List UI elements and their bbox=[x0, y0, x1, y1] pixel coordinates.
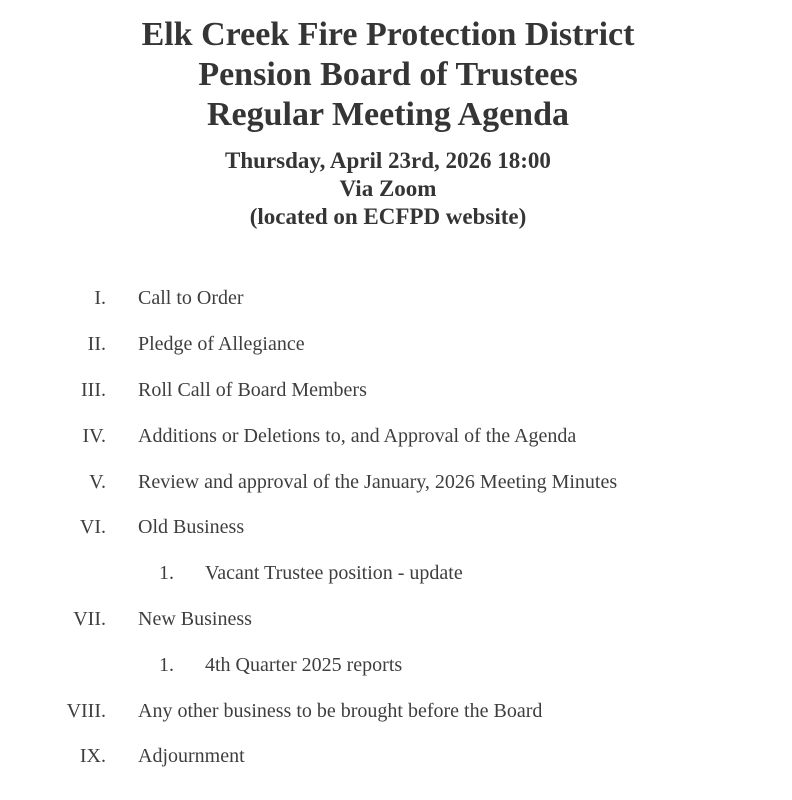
agenda-item-text: Review and approval of the January, 2026 Meeting Minutes bbox=[138, 471, 618, 493]
agenda-subitem-quarter-reports bbox=[0, 650, 792, 680]
agenda-item-pledge bbox=[0, 329, 792, 359]
agenda-subitem-number: 1. bbox=[159, 562, 174, 584]
agenda-item-numeral: VI. bbox=[79, 516, 106, 538]
agenda-item-numeral: IX. bbox=[79, 745, 106, 767]
meeting-location: Via Zoom bbox=[339, 176, 437, 201]
agenda-item-text: Additions or Deletions to, and Approval of the Agenda bbox=[138, 425, 577, 447]
meeting-datetime: Thursday, April 23rd, 2026 18:00 bbox=[225, 148, 551, 173]
meeting-location-note: (located on ECFPD website) bbox=[249, 204, 527, 229]
agenda-item-text: Old Business bbox=[138, 516, 245, 538]
agenda-item-text: New Business bbox=[138, 608, 252, 630]
title-meeting-type: Regular Meeting Agenda bbox=[206, 96, 569, 133]
agenda-item-numeral: VIII. bbox=[66, 700, 106, 722]
agenda-subitem-vacant-trustee bbox=[0, 558, 792, 588]
agenda-item-old-business bbox=[0, 512, 792, 542]
agenda-item-numeral: V. bbox=[89, 471, 106, 493]
agenda-item-numeral: II. bbox=[87, 333, 106, 355]
agenda-item-new-business bbox=[0, 604, 792, 634]
agenda-item-approval-of-agenda bbox=[0, 421, 792, 451]
agenda-subitem-number: 1. bbox=[159, 654, 174, 676]
title-board: Pension Board of Trustees bbox=[198, 56, 578, 93]
agenda-item-text: Adjournment bbox=[138, 745, 245, 767]
agenda-item-numeral: I. bbox=[94, 287, 106, 309]
agenda-item-numeral: VII. bbox=[73, 608, 106, 630]
agenda-subitem-text: Vacant Trustee position - update bbox=[205, 562, 463, 584]
agenda-item-roll-call bbox=[0, 375, 792, 405]
agenda-item-other-business bbox=[0, 696, 792, 726]
agenda-item-adjournment bbox=[0, 741, 792, 771]
agenda-item-call-to-order bbox=[0, 283, 792, 313]
agenda-subitem-text: 4th Quarter 2025 reports bbox=[205, 654, 403, 676]
agenda-item-review-minutes bbox=[0, 467, 792, 497]
agenda-item-text: Roll Call of Board Members bbox=[138, 379, 367, 401]
agenda-item-text: Call to Order bbox=[138, 287, 244, 309]
agenda-item-text: Pledge of Allegiance bbox=[138, 333, 305, 355]
agenda-item-numeral: IV. bbox=[82, 425, 106, 447]
agenda-item-text: Any other business to be brought before the Board bbox=[138, 700, 543, 722]
title-organization: Elk Creek Fire Protection District bbox=[141, 16, 635, 53]
agenda-item-numeral: III. bbox=[81, 379, 106, 401]
